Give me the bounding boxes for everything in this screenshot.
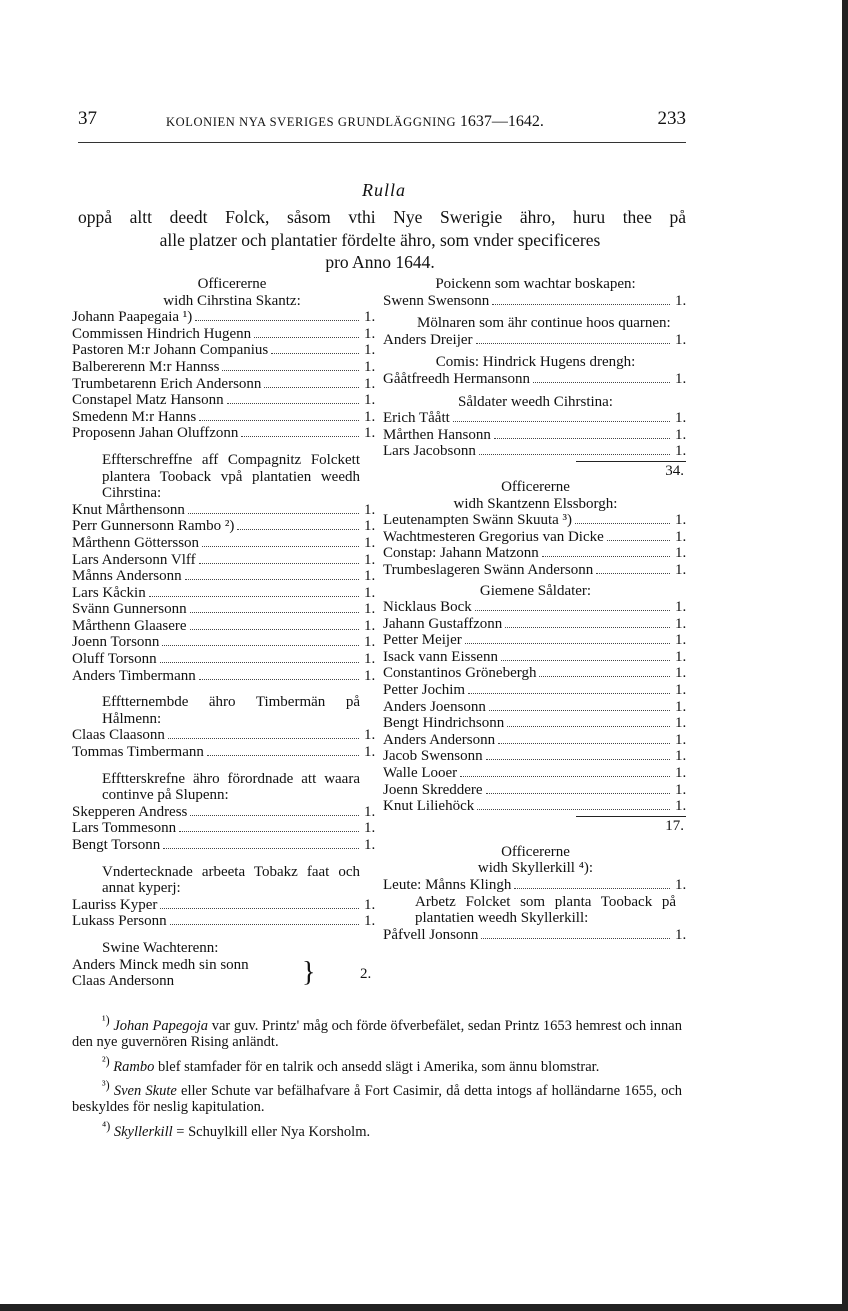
- roster-count: 1.: [675, 781, 687, 798]
- roster-row: [72, 425, 376, 442]
- dot-leader: [479, 454, 670, 455]
- roster-row: [72, 957, 372, 974]
- roster-name: Walle Looer: [383, 765, 458, 782]
- running-years: 1637—1642.: [459, 113, 544, 130]
- dot-leader: [254, 337, 359, 338]
- roster-row: [72, 973, 372, 990]
- dot-leader: [460, 776, 670, 777]
- roster-count: 1.: [364, 913, 376, 930]
- roster-row: [383, 765, 688, 782]
- roster-name: Jacob Swensonn: [383, 748, 483, 765]
- dot-leader: [468, 693, 670, 694]
- roster-row: [72, 820, 376, 837]
- dot-leader: [199, 563, 359, 564]
- footnote-term: Rambo: [113, 1058, 155, 1075]
- roster-name: Proposenn Jahan Oluffzonn: [72, 425, 239, 442]
- roster-count: 1.: [675, 545, 687, 562]
- dot-leader: [163, 848, 359, 849]
- roster-name: Johann Paapegaia ¹): [72, 309, 193, 326]
- dot-leader: [190, 629, 359, 630]
- dot-leader: [505, 627, 670, 628]
- brace-value: 2.: [360, 965, 372, 982]
- roster-count: 1.: [364, 501, 376, 518]
- roster-row: [383, 732, 688, 749]
- roster-row: [72, 392, 376, 409]
- footnote-3: [72, 1077, 682, 1116]
- footnote-term: Skyllerkill: [113, 1123, 173, 1140]
- roster-count: 1.: [364, 325, 376, 342]
- section-subheading: widh Cihrstina Skantz:: [163, 292, 301, 309]
- roster-count: 1.: [675, 426, 687, 443]
- roster-count: 1.: [675, 331, 687, 348]
- dot-leader: [160, 908, 359, 909]
- roster-row: [383, 371, 688, 388]
- roster-name: Knut Liliehöck: [383, 798, 475, 815]
- roster-count: 1.: [364, 534, 376, 551]
- roster-row: [72, 744, 376, 761]
- roster-count: 1.: [675, 292, 687, 309]
- roster-name: Perr Gunnersonn Rambo ²): [72, 518, 235, 535]
- roster-name: Pastoren M:r Johann Companius: [72, 342, 269, 359]
- roster-name: Knut Mårthensonn: [72, 501, 185, 518]
- sum-rule: [383, 815, 688, 818]
- roster-name: Joenn Skreddere: [383, 781, 483, 798]
- roster-name: Constantinos Grönebergh: [383, 665, 537, 682]
- roster-name: Gååtfreedh Hermansonn: [383, 370, 531, 387]
- dot-leader: [492, 304, 670, 305]
- section-total: 34.: [665, 462, 684, 479]
- roster-name: Mårthen Hansonn: [383, 426, 491, 443]
- roster-row: [383, 699, 688, 716]
- roster-list: [72, 727, 376, 761]
- roster-name: Isack vann Eissenn: [383, 648, 498, 665]
- dot-leader: [533, 382, 670, 383]
- dot-leader: [501, 660, 670, 661]
- footnote-4: [72, 1118, 682, 1140]
- roster-name: Tommas Timbermann: [72, 744, 204, 761]
- roster-count: 1.: [675, 410, 687, 427]
- roster-list: [72, 309, 376, 442]
- running-title-text: KOLONIEN NYA SVERIGES GRUNDLÄGGNING: [166, 115, 457, 129]
- roster-count: 1.: [364, 375, 376, 392]
- roster-row: [383, 512, 688, 529]
- roster-count: 1.: [675, 443, 687, 460]
- dot-leader: [507, 726, 670, 727]
- section-heading: Poickenn som wachtar boskapen:: [435, 276, 636, 292]
- roster-row: [383, 616, 688, 633]
- section-heading: Effterschreffne aff Compagnitz Folckett plantera Tooback vpå plantatien weedh Cihrstina:: [102, 451, 360, 502]
- roster-list: [72, 896, 376, 930]
- roster-list: [383, 371, 688, 388]
- footnote-mark: ³): [102, 1078, 110, 1093]
- roster-row: [383, 927, 688, 944]
- dot-leader: [489, 710, 670, 711]
- roster-count: 1.: [364, 727, 376, 744]
- dot-leader: [486, 793, 670, 794]
- dot-leader: [168, 738, 359, 739]
- page-title: Rulla: [362, 180, 406, 200]
- roster-count: 1.: [364, 425, 376, 442]
- roster-count: 1.: [675, 748, 687, 765]
- roster-count: 1.: [675, 665, 687, 682]
- roster-name: Smedenn M:r Hanns: [72, 408, 197, 425]
- dot-leader: [596, 573, 670, 574]
- roster-row: [72, 309, 376, 326]
- section-heading: Comis: Hindrick Hugens drengh:: [435, 354, 636, 371]
- roster-name: Trumbetarenn Erich Andersonn: [72, 375, 262, 392]
- dot-leader: [190, 815, 359, 816]
- roster-row: [72, 896, 376, 914]
- dot-leader: [179, 831, 359, 832]
- section-subheading: widh Skantzenn Elssborgh:: [453, 495, 618, 512]
- roster-list: [383, 410, 688, 460]
- dot-leader: [494, 438, 670, 439]
- roster-name: Lauriss Kyper: [72, 896, 158, 913]
- roster-row: [383, 410, 688, 427]
- roster-row: [72, 727, 376, 744]
- roster-count: 1.: [675, 715, 687, 732]
- dot-leader: [202, 546, 359, 547]
- roster-count: 1.: [675, 615, 687, 632]
- roster-list: [383, 599, 688, 815]
- footnote-text: = Schuylkill eller Nya Korsholm.: [172, 1123, 371, 1140]
- roster-name: Erich Tåått: [383, 410, 450, 427]
- dot-leader: [170, 924, 359, 925]
- roster-row: [72, 584, 376, 602]
- roster-count: 1.: [364, 634, 376, 651]
- roster-list: [383, 927, 688, 944]
- roster-count: 1.: [675, 512, 687, 529]
- roster-count: 1.: [364, 568, 376, 585]
- dot-leader: [264, 387, 359, 388]
- roster-list: [72, 957, 372, 990]
- roster-name: Leutenampten Swänn Skuuta ³): [383, 512, 573, 529]
- section-heading: Giemene Såldater:: [479, 582, 592, 599]
- dot-leader: [542, 556, 670, 557]
- roster-count: 1.: [364, 651, 376, 668]
- section-total: 17.: [665, 817, 684, 834]
- dot-leader: [465, 643, 670, 644]
- roster-row: [383, 562, 688, 579]
- roster-count: 1.: [675, 561, 687, 578]
- intro-line-2: alle platzer och plantatier fördelte ähro, som vnder specificeres: [159, 230, 601, 250]
- roster-count: 1.: [364, 896, 376, 913]
- roster-count: 1.: [364, 837, 376, 853]
- left-column: [72, 276, 376, 990]
- roster-name: Anders Andersonn: [383, 731, 496, 748]
- roster-name: Påfvell Jonsonn: [383, 926, 479, 943]
- roster-name: Petter Meijer: [383, 632, 462, 649]
- brace-symbol: }: [302, 956, 316, 988]
- roster-name: Bengt Hindrichsonn: [383, 715, 505, 732]
- page-number-right: 233: [657, 108, 686, 129]
- section-heading: Swine Wachterenn:: [102, 939, 219, 956]
- footnote-mark: ²): [102, 1053, 110, 1068]
- dot-leader: [185, 579, 359, 580]
- roster-row: [383, 443, 688, 460]
- dot-leader: [514, 888, 670, 889]
- roster-name: Wachtmesteren Gregorius van Dicke: [383, 528, 604, 545]
- footnote-mark: ⁴): [102, 1118, 111, 1133]
- roster-name: Constapel Matz Hansonn: [72, 392, 224, 409]
- roster-name: Lars Kåckin: [72, 584, 146, 601]
- dot-leader: [477, 809, 670, 810]
- roster-row: [72, 501, 376, 519]
- footnote-1: [72, 1012, 682, 1051]
- dot-leader: [207, 755, 359, 756]
- roster-count: 1.: [364, 584, 376, 601]
- roster-name: Skepperen Andress: [72, 803, 188, 820]
- braced-group: [72, 957, 372, 990]
- dot-leader: [498, 743, 670, 744]
- roster-row: [72, 837, 376, 854]
- dot-leader: [486, 759, 670, 760]
- dot-leader: [188, 513, 359, 514]
- roster-row: [72, 568, 376, 585]
- sum-rule: [383, 460, 688, 463]
- roster-row: [383, 545, 688, 562]
- roster-count: 1.: [364, 358, 376, 375]
- right-column: [383, 276, 688, 943]
- roster-name: Mårthenn Glaasere: [72, 617, 187, 634]
- roster-row: [383, 599, 688, 616]
- roster-name: Jahann Gustaffzonn: [383, 615, 503, 632]
- roster-count: 1.: [364, 309, 376, 326]
- roster-row: [383, 529, 688, 546]
- roster-name: Bengt Torsonn: [72, 837, 161, 853]
- footnotes: [72, 1012, 682, 1142]
- roster-row: [72, 617, 376, 635]
- roster-row: [72, 375, 376, 393]
- roster-name: Lars Tommesonn: [72, 820, 177, 837]
- footnote-term: Sven Skute: [113, 1082, 177, 1099]
- roster-row: [72, 408, 376, 426]
- roster-row: [72, 518, 376, 535]
- roster-count: 1.: [675, 632, 687, 649]
- roster-name: Constap: Jahann Matzonn: [383, 545, 539, 562]
- roster-list: [383, 293, 688, 310]
- dot-leader: [475, 610, 670, 611]
- roster-name: Swenn Swensonn: [383, 292, 490, 309]
- roster-row: [72, 803, 376, 821]
- roster-row: [383, 649, 688, 666]
- section-heading: Såldater weedh Cihrstina:: [458, 393, 613, 410]
- roster-name: Anders Joensonn: [383, 698, 486, 715]
- roster-count: 1.: [675, 599, 687, 616]
- roster-count: 1.: [364, 744, 376, 761]
- roster-row: [72, 551, 376, 569]
- scan-edge-right: [842, 0, 848, 1311]
- roster-name: Petter Jochim: [383, 682, 466, 699]
- roster-name: Leute: Månns Klingh: [383, 877, 512, 893]
- dot-leader: [162, 645, 359, 646]
- roster-row: [72, 667, 376, 685]
- roster-row: [72, 325, 376, 343]
- roster-list: [383, 877, 688, 894]
- footnote-term: Johan Papegoja: [113, 1017, 209, 1034]
- roster-count: 1.: [675, 731, 687, 748]
- roster-count: 1.: [675, 798, 687, 815]
- intro-line-1: oppå altt deedt Folck, såsom vthi Nye Swerigie ähro, huru thee på: [78, 207, 686, 227]
- roster-row: [383, 782, 688, 799]
- dot-leader: [271, 353, 359, 354]
- roster-name: Lars Andersonn Vlff: [72, 551, 196, 568]
- intro-line-3: pro Anno 1644.: [325, 252, 435, 272]
- running-title: [166, 113, 544, 131]
- roster-list: [383, 512, 688, 578]
- roster-row: [383, 748, 688, 765]
- roster-name: Trumbeslageren Swänn Andersonn: [383, 561, 594, 578]
- roster-name: Anders Dreijer: [383, 331, 473, 348]
- dot-leader: [481, 938, 670, 939]
- dot-leader: [190, 612, 359, 613]
- roster-name: Claas Andersonn: [72, 973, 175, 990]
- dot-leader: [476, 343, 670, 344]
- roster-count: 1.: [675, 765, 687, 782]
- scan-edge-bottom: [0, 1304, 848, 1311]
- roster-row: [383, 682, 688, 699]
- roster-name: Mårthenn Göttersson: [72, 534, 200, 551]
- roster-count: 1.: [675, 682, 687, 699]
- roster-count: 1.: [364, 803, 376, 820]
- roster-name: Nicklaus Bock: [383, 599, 472, 616]
- dot-leader: [241, 436, 359, 437]
- roster-count: 1.: [364, 342, 376, 359]
- roster-count: 1.: [364, 667, 376, 684]
- roster-count: 1.: [364, 518, 376, 535]
- dot-leader: [199, 420, 359, 421]
- roster-count: 1.: [364, 601, 376, 618]
- section-heading: Officererne: [197, 276, 267, 292]
- roster-row: [72, 358, 376, 376]
- roster-row: [72, 651, 376, 668]
- roster-list: [72, 501, 376, 685]
- roster-name: Svänn Gunnersonn: [72, 601, 187, 618]
- roster-row: [383, 798, 688, 815]
- dot-leader: [227, 403, 359, 404]
- roster-list: [383, 332, 688, 349]
- roster-name: Lars Jacobsonn: [383, 443, 476, 460]
- dot-leader: [160, 662, 359, 663]
- roster-name: Claas Claasonn: [72, 727, 165, 744]
- dot-leader: [237, 529, 359, 530]
- section-heading: Efftterskrefne ähro förordnade att waara continve på Slupenn:: [102, 770, 360, 804]
- roster-name: Oluff Torsonn: [72, 651, 157, 668]
- section-heading: Efftternembde ähro Timbermän på Hålmenn:: [102, 694, 360, 727]
- roster-count: 1.: [364, 551, 376, 568]
- section-heading: Officererne: [501, 843, 570, 860]
- section-heading: Mölnaren som ähr continue hoos quarnen:: [417, 315, 671, 332]
- section-subheading: widh Skyllerkill ⁴):: [477, 860, 594, 877]
- roster-row: [383, 332, 688, 349]
- roster-row: [383, 715, 688, 732]
- roster-row: [383, 665, 688, 682]
- page-number-left: 37: [78, 108, 97, 129]
- roster-row: [72, 534, 376, 552]
- header-rule: [78, 142, 686, 143]
- roster-count: 1.: [364, 820, 376, 837]
- roster-row: [383, 427, 688, 444]
- dot-leader: [149, 596, 359, 597]
- roster-count: 1.: [675, 698, 687, 715]
- roster-name: Lukass Personn: [72, 913, 167, 930]
- roster-count: 1.: [675, 370, 687, 387]
- dot-leader: [607, 540, 670, 541]
- roster-row: [72, 342, 376, 359]
- dot-leader: [199, 679, 359, 680]
- roster-row: [72, 601, 376, 618]
- roster-row: [72, 634, 376, 651]
- roster-name: Joenn Torsonn: [72, 634, 160, 651]
- dot-leader: [575, 523, 670, 524]
- roster-name: Månns Andersonn: [72, 568, 182, 585]
- section-heading: Arbetz Folcket som planta Tooback på plantatien weedh Skyllerkill:: [415, 893, 676, 927]
- dot-leader: [222, 370, 359, 371]
- roster-count: 1.: [675, 528, 687, 545]
- roster-row: [383, 293, 688, 310]
- roster-name: Anders Timbermann: [72, 667, 196, 684]
- footnote-text: var guv. Printz' måg och förde öfverbefälet, sedan Printz 1653 hemrest och innan den nye guvernören Rising anländt.: [72, 1017, 682, 1051]
- roster-count: 1.: [675, 877, 687, 893]
- roster-list: [72, 803, 376, 854]
- roster-count: 1.: [364, 392, 376, 409]
- roster-count: 1.: [675, 648, 687, 665]
- roster-row: [383, 877, 688, 894]
- section-heading: Vndertecknade arbeeta Tobakz faat och annat kyperj:: [102, 863, 360, 897]
- dot-leader: [453, 421, 670, 422]
- roster-row: [383, 632, 688, 649]
- footnote-text: blef stamfader för en talrik och ansedd slägt i Amerika, som ännu blomstrar.: [154, 1058, 600, 1075]
- roster-count: 1.: [364, 408, 376, 425]
- footnote-mark: ¹): [102, 1013, 110, 1027]
- roster-count: 1.: [675, 926, 687, 943]
- dot-leader: [195, 320, 359, 321]
- roster-row: [72, 913, 376, 930]
- footnote-2: [72, 1053, 682, 1075]
- roster-name: Anders Minck medh sin sonn: [72, 956, 249, 973]
- roster-name: Commissen Hindrich Hugenn: [72, 325, 252, 342]
- section-heading: Officererne: [501, 478, 570, 495]
- running-header: [78, 108, 686, 132]
- footnote-text: eller Schute var befälhafvare å Fort Casimir, då detta intogs af holländarne 1655, och beskyldes för neslig kapitulation.: [72, 1082, 683, 1116]
- roster-name: Balbererenn M:r Hannss: [72, 358, 220, 375]
- dot-leader: [539, 676, 670, 677]
- roster-count: 1.: [364, 617, 376, 634]
